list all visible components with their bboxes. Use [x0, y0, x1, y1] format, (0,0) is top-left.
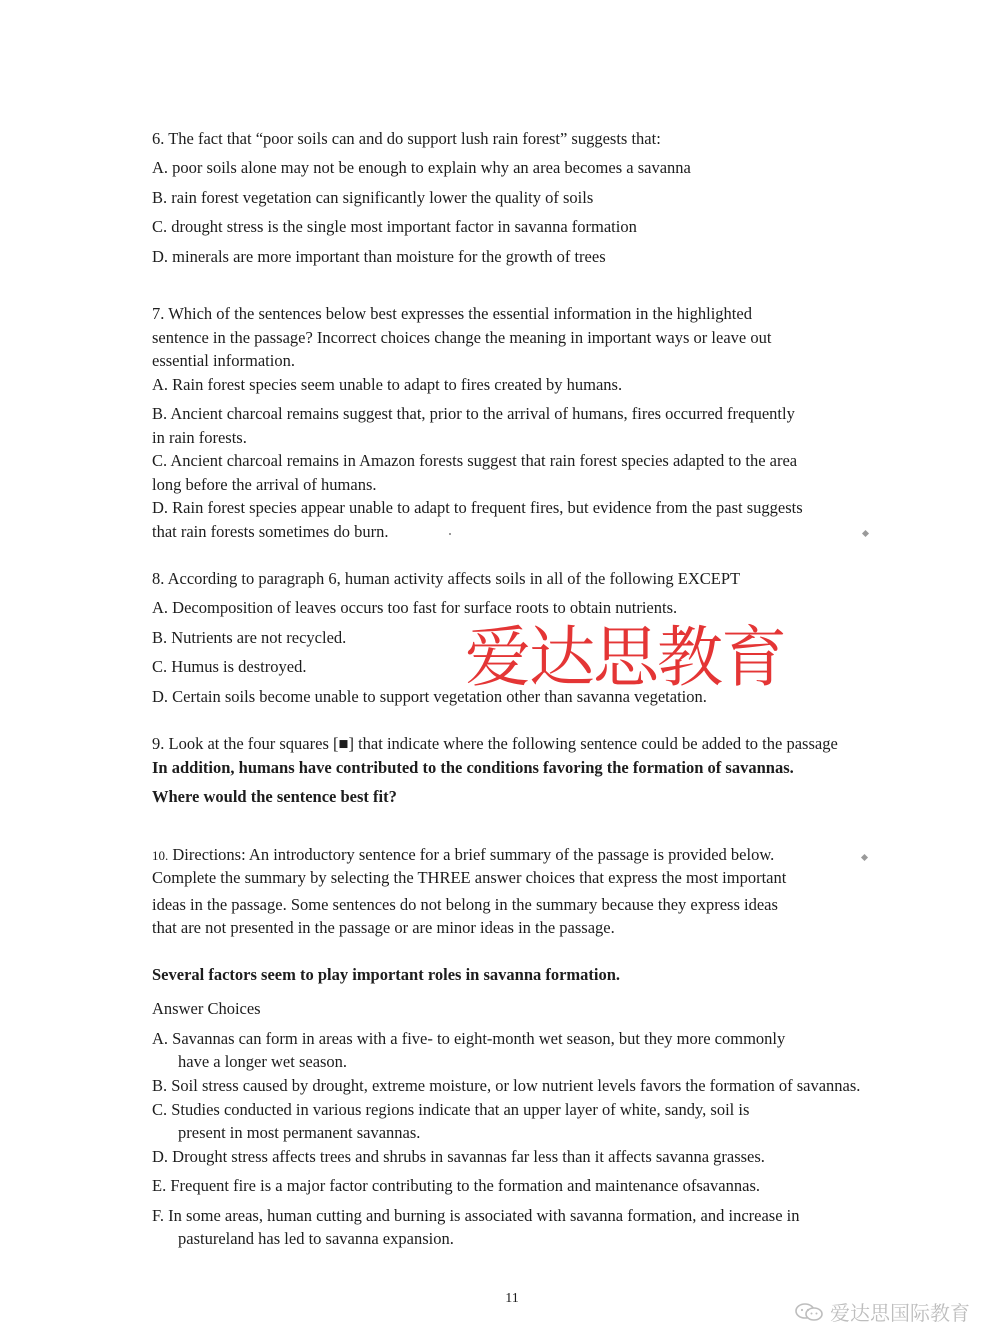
q10-choice-a-line1: A. Savannas can form in areas with a five- to eight-month wet season, but they more commonly	[152, 1029, 786, 1048]
q7-stem-line1: 7. Which of the sentences below best expresses the essential information in the highlighted	[152, 304, 752, 323]
q10-choice-b: B. Soil stress caused by drought, extreme moisture, or low nutrient levels favors the formation of savannas.	[152, 1076, 861, 1095]
q7-stem-line2: sentence in the passage? Incorrect choices change the meaning in important ways or leave out	[152, 328, 772, 347]
q7-option-b-line2: in rain forests.	[152, 428, 247, 447]
q10-intro-sentence: Several factors seem to play important roles in savanna formation.	[152, 965, 621, 984]
q10-choice-f-line1: F. In some areas, human cutting and burning is associated with savanna formation, and increase in	[152, 1206, 800, 1225]
q7-option-b-line1: B. Ancient charcoal remains suggest that, prior to the arrival of humans, fires occurred frequently	[152, 404, 795, 423]
q6-option-c: C. drought stress is the single most important factor in savanna formation	[152, 217, 637, 236]
q10-choice-d: D. Drought stress affects trees and shrubs in savannas far less than it affects savanna grasses.	[152, 1147, 765, 1166]
q6-option-a: A. poor soils alone may not be enough to explain why an area becomes a savanna	[152, 158, 691, 177]
q7-option-a: A. Rain forest species seem unable to adapt to fires created by humans.	[152, 375, 623, 394]
scan-mark	[861, 854, 868, 861]
q9-insert-sentence: In addition, humans have contributed to the conditions favoring the formation of savannas.	[152, 758, 794, 777]
page-number: 11	[505, 1291, 519, 1306]
q10-directions-line3: ideas in the passage. Some sentences do not belong in the summary because they express ideas	[152, 895, 778, 914]
q10-choice-e: E. Frequent fire is a major factor contributing to the formation and maintenance ofsavannas.	[152, 1176, 761, 1195]
q10-directions-line2: Complete the summary by selecting the THREE answer choices that express the most important	[152, 868, 787, 887]
q9-stem: 9. Look at the four squares [■] that indicate where the following sentence could be added to the passage	[152, 734, 838, 753]
q8-option-a: A. Decomposition of leaves occurs too fast for surface roots to obtain nutrients.	[152, 598, 678, 617]
q6-option-d: D. minerals are more important than moisture for the growth of trees	[152, 247, 606, 266]
q8-option-b: B. Nutrients are not recycled.	[152, 628, 347, 647]
q7-option-d-line1: D. Rain forest species appear unable to adapt to frequent fires, but evidence from the past suggests	[152, 498, 803, 517]
q10-choice-c-line2: present in most permanent savannas.	[178, 1123, 421, 1142]
q10-directions-text: Directions: An introductory sentence for a brief summary of the passage is provided below.	[168, 845, 775, 864]
q7-option-d-line2: that rain forests sometimes do burn.	[152, 522, 389, 541]
q10-choices-heading: Answer Choices	[152, 999, 261, 1018]
q7-option-c-line1: C. Ancient charcoal remains in Amazon forests suggest that rain forest species adapted to the area	[152, 451, 798, 470]
q9-question: Where would the sentence best fit?	[152, 787, 397, 806]
q8-option-c: C. Humus is destroyed.	[152, 657, 307, 676]
watermark: 爱达思教育	[465, 619, 785, 696]
q10-directions-line1	[152, 845, 774, 866]
q6-stem: 6. The fact that “poor soils can and do support lush rain forest” suggests that:	[152, 129, 661, 148]
q10-choice-a-line2: have a longer wet season.	[178, 1052, 348, 1071]
q8-stem: 8. According to paragraph 6, human activity affects soils in all of the following EXCEPT	[152, 569, 741, 588]
footer-brand	[794, 1297, 970, 1326]
q8-option-d: D. Certain soils become unable to support vegetation other than savanna vegetation.	[152, 687, 707, 706]
scan-speck	[449, 533, 451, 535]
q10-number: 10.	[152, 848, 169, 863]
q10-directions-line4: that are not presented in the passage or are minor ideas in the passage.	[152, 918, 615, 937]
brand-name: 爱达思国际教育	[830, 1301, 970, 1325]
q10-choice-f-line2: pastureland has led to savanna expansion.	[178, 1229, 454, 1248]
q7-stem-line3: essential information.	[152, 351, 295, 370]
q6-option-b: B. rain forest vegetation can significantly lower the quality of soils	[152, 188, 594, 207]
scan-mark	[862, 530, 869, 537]
wechat-icon	[794, 1302, 824, 1322]
q7-option-c-line2: long before the arrival of humans.	[152, 475, 377, 494]
q10-choice-c-line1: C. Studies conducted in various regions indicate that an upper layer of white, sandy, soil is	[152, 1100, 750, 1119]
